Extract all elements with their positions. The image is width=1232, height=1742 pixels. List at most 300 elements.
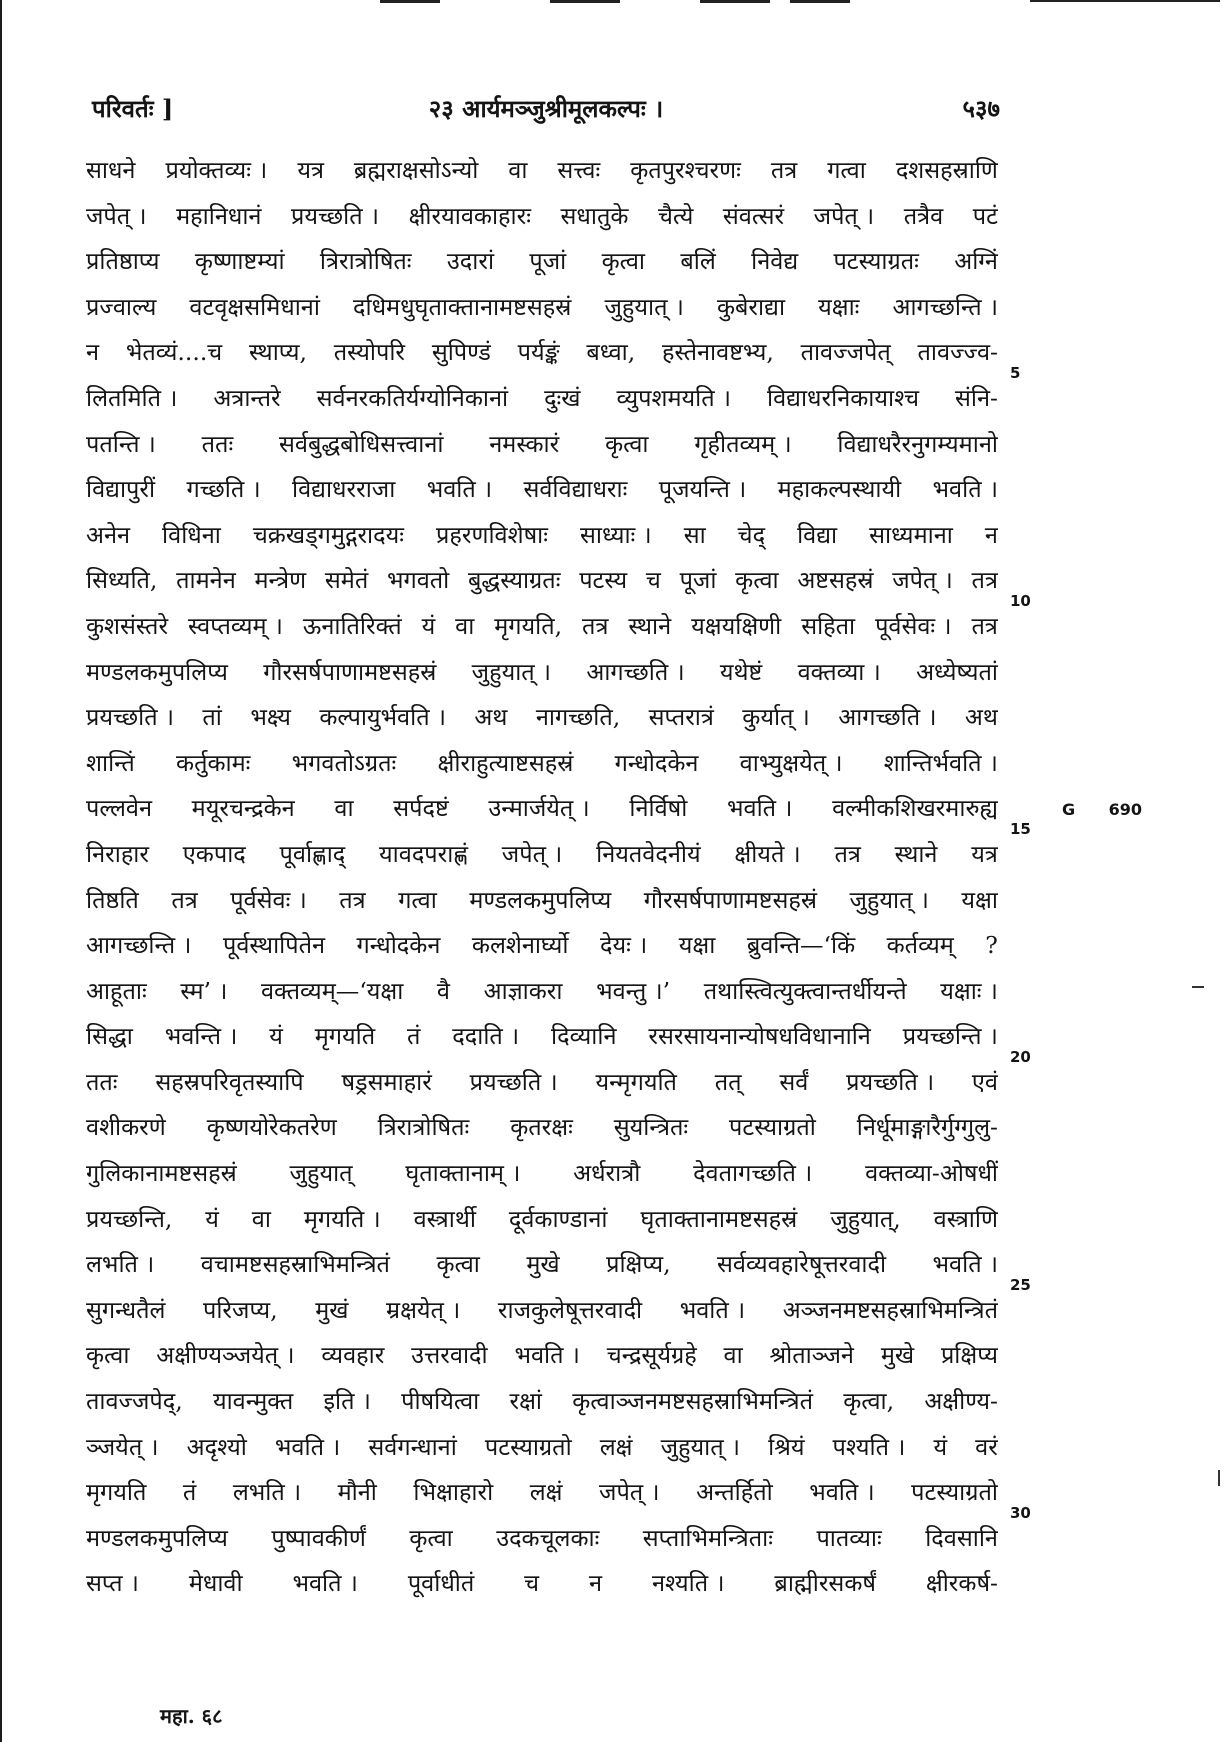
word: घृताक्तानामष्टसहस्रं (640, 1204, 798, 1233)
text-line (86, 650, 998, 696)
text-line (86, 422, 998, 468)
word: अर्धरात्रौ (573, 1159, 641, 1188)
word: जुहुयात् । (471, 657, 552, 686)
word: जपेत् । (501, 839, 563, 868)
word: वा (508, 156, 528, 184)
word: व्यवहार (321, 1341, 385, 1370)
word: लक्षं (529, 1478, 563, 1507)
word: सहस्रपरिवृतस्यापि (155, 1067, 304, 1096)
word: व्युपशमयति । (616, 383, 732, 412)
word: जुहुयात्, (830, 1204, 901, 1233)
word: प्रयच्छति । (469, 1067, 558, 1096)
word: आगच्छति । (586, 657, 685, 686)
word: गन्धोदकेन (356, 931, 441, 960)
word: श्रोताञ्जने (769, 1341, 854, 1370)
word: भेतव्यं....च (125, 338, 223, 367)
word: मौनी (337, 1478, 377, 1507)
word: पातव्याः (816, 1523, 882, 1552)
word: स्थाने (628, 611, 672, 640)
word: यक्षा (961, 885, 998, 914)
word: ददाति । (452, 1022, 520, 1051)
word: आहूताः (86, 976, 147, 1005)
word: पटस्याग्रतो (729, 1113, 816, 1142)
word: विधिना (162, 520, 221, 549)
word: प्रतिष्ठाप्य (86, 247, 160, 276)
word: भवति । (809, 1478, 875, 1507)
word: संवत्सरं (722, 201, 785, 230)
word: विद्याधरनिकायाश्च (767, 383, 920, 412)
word: अत्रान्तरे (213, 383, 281, 412)
word: पटस्याग्रतो (484, 1432, 572, 1461)
text-line (86, 148, 998, 194)
header-title: २३ आर्यमञ्जुश्रीमूलकल्पः । (428, 94, 664, 123)
word: प्रयोक्तव्यः । (165, 156, 268, 184)
word: क्षीरकर्ष- (925, 1569, 998, 1598)
word: कुबेराद्या (716, 292, 786, 321)
word: तत्र (971, 566, 998, 595)
word: ब्रह्मराक्षसोऽन्यो (353, 156, 479, 184)
word: वस्त्रार्थी (413, 1204, 476, 1233)
word: सर्वबुद्धबोधिसत्त्वानां (279, 429, 444, 458)
word: भवन्ति । (164, 1022, 238, 1051)
word: ततः (86, 1067, 118, 1096)
gilgit-label: G (1062, 800, 1076, 819)
word: प्रयच्छन्ति । (902, 1022, 998, 1051)
word: त्रिरात्रोषितः (319, 247, 412, 276)
word: सर्वविद्याधराः (523, 475, 628, 504)
word: सप्तरात्रं (648, 703, 714, 732)
word: च (645, 566, 661, 595)
word: यावदपराह्णं (379, 839, 468, 868)
word: ब्राह्मीरसकर्षं (774, 1569, 876, 1598)
word: तं (182, 1478, 197, 1507)
text-line (86, 923, 998, 969)
word: इति । (323, 1387, 371, 1416)
word: तावज्ज्व- (917, 338, 998, 367)
text-line (86, 1105, 998, 1151)
word: प्रक्षिप्य (940, 1341, 998, 1370)
word: दूर्वकाण्डानां (508, 1204, 608, 1233)
word: यक्षाः । (940, 976, 998, 1005)
word: भवति । (932, 1250, 998, 1279)
line-number-5: 5 (1010, 364, 1021, 382)
word: तत्र (971, 611, 998, 640)
word: सप्त । (86, 1569, 139, 1598)
word: तत्र (339, 885, 366, 914)
word: अन्तर्हितो (696, 1478, 773, 1507)
word: षड्रसमाहारं (341, 1067, 432, 1096)
word: उदकचूलकाः (496, 1523, 600, 1552)
word: गत्वा (398, 885, 437, 914)
word: पल्लवेन (86, 794, 152, 823)
word: आज्ञाकरा (483, 976, 563, 1005)
sanskrit-body-text (86, 148, 998, 1607)
word: सुयन्त्रितः (613, 1113, 689, 1142)
word: सर्वं (779, 1067, 809, 1096)
word: रसरसायनान्योषधविधानानि (648, 1022, 871, 1051)
text-line (86, 330, 998, 376)
word: चैत्ये (657, 201, 694, 230)
word: यक्षाः (818, 292, 860, 321)
word: भवति । (726, 794, 793, 823)
word: स्थाप्य, (249, 338, 307, 367)
word: मृगयति (314, 1022, 376, 1051)
word: पुष्पावकीर्णं (271, 1523, 366, 1552)
word: ञ्जयेत् । (86, 1432, 159, 1461)
word: त्रिरात्रोषितः (377, 1113, 470, 1142)
word: क्षीरयावकाहारः (408, 201, 531, 230)
word: उन्मार्जयेत् । (488, 794, 590, 823)
word: मण्डलकमुपलिप्य (469, 885, 612, 914)
word: वक्तव्यम्—‘यक्षा (260, 976, 404, 1005)
word: च (524, 1569, 540, 1598)
word: कृत्वा (735, 566, 779, 595)
word: पटस्य (579, 566, 628, 595)
word: जुहुयात् (289, 1159, 353, 1188)
word: भगवतोऽग्रतः (291, 748, 397, 777)
word: प्रहरणविशेषाः (436, 520, 549, 549)
word: अक्षीण्य- (924, 1387, 998, 1416)
word: दिव्यानि (551, 1022, 617, 1051)
word: शान्तिं (86, 748, 135, 777)
word: यन्मृगयति (595, 1067, 677, 1096)
word: भवति । (274, 1432, 341, 1461)
word: निवेद्य (751, 247, 799, 276)
line-number-10: 10 (1010, 592, 1031, 610)
word: तत्र (171, 885, 198, 914)
word: सुगन्धतैलं (86, 1295, 166, 1324)
word: सर्वनरकतिर्यग्योनिकानां (316, 383, 509, 412)
word: महानिधानं (176, 201, 262, 230)
word: उदारां (446, 247, 495, 276)
word: जपेत् । (892, 566, 953, 595)
word: कलशेनार्घ्यो (471, 931, 569, 960)
word: विद्या (797, 520, 838, 549)
word: वशीकरणे (86, 1113, 166, 1142)
word: यं (421, 611, 436, 640)
word: रक्षां (509, 1387, 543, 1416)
word: मुखं (315, 1295, 349, 1324)
word: प्रक्षिप्य, (606, 1250, 671, 1279)
line-number-20: 20 (1010, 1048, 1031, 1066)
word: समेतं (324, 566, 369, 595)
word: नागच्छति, (535, 703, 621, 732)
word: जपेत् । (599, 1478, 660, 1507)
word: पीषयित्वा (401, 1387, 480, 1416)
word: यथेष्टं (719, 657, 763, 686)
word: चक्रखड्गमुद्गरादयः (252, 520, 405, 549)
line-number-25: 25 (1010, 1276, 1031, 1294)
word: तावज्जपेद्, (86, 1387, 183, 1416)
text-line (86, 1151, 998, 1197)
word: दशसहस्राणि (895, 156, 998, 184)
word: बध्वा, (586, 338, 636, 367)
word: तावज्जपेत् (800, 338, 891, 367)
word: कर्तव्यम् (886, 931, 954, 960)
text-line (86, 969, 998, 1015)
word: नमस्कारं (489, 429, 560, 458)
word: पूर्वाधीतं (407, 1569, 475, 1598)
word: वा (251, 1204, 271, 1233)
word: तत्र (834, 839, 861, 868)
word: म्रक्षयेत् । (386, 1295, 461, 1324)
word: सत्त्वः (557, 156, 601, 184)
word: जपेत् । (813, 201, 875, 230)
word: चन्द्रसूर्यग्रहे (606, 1341, 697, 1370)
word: गुलिकानामष्टसहस्रं (86, 1159, 237, 1188)
word: अक्षीण्यञ्जयेत् । (156, 1341, 295, 1370)
word: नियतवेदनीयं (596, 839, 701, 868)
text-line (86, 1561, 998, 1607)
word: मृगयति, (494, 611, 563, 640)
word: मण्डलकमुपलिप्य (86, 1523, 228, 1552)
word: पूर्वसेवः । (875, 611, 952, 640)
word: तत् (714, 1067, 742, 1096)
word: घृताक्तानाम् । (405, 1159, 521, 1188)
text-line (86, 1197, 998, 1243)
word: वचामष्टसहस्राभिमन्त्रितं (200, 1250, 390, 1279)
word: प्रज्वाल्य (86, 292, 157, 321)
word: साध्याः । (580, 520, 652, 549)
word: दुःखं (544, 383, 581, 412)
word: सर्वव्यवहारेषूत्तरवादी (717, 1250, 887, 1279)
word: लक्षं (599, 1432, 633, 1461)
word: अथ (474, 703, 508, 732)
text-line (86, 1014, 998, 1060)
gilgit-page: 690 (1108, 800, 1142, 819)
word: निर्धूमाङ्गारैर्गुग्गुलु- (856, 1113, 998, 1142)
word: प्रयच्छन्ति, (86, 1204, 173, 1233)
word: कृत्वा (86, 1341, 130, 1370)
word: बुद्धस्याग्रतः (468, 566, 561, 595)
word: अध्येष्यतां (916, 657, 998, 686)
text-line (86, 1242, 998, 1288)
word: वरं (975, 1432, 998, 1461)
text-line (86, 285, 998, 331)
text-line (86, 1288, 998, 1334)
word: जपेत् । (86, 201, 147, 230)
word: एवं (971, 1067, 998, 1096)
word: न (984, 520, 998, 549)
word: पूजां (679, 566, 717, 595)
word: कल्पायुर्भवति । (319, 703, 446, 732)
word: पूर्वसेवः । (230, 885, 307, 914)
word: मुखे (526, 1250, 560, 1279)
word: विद्याधरराजा (292, 475, 396, 504)
word: पर्यङ्कं (517, 338, 560, 367)
line-number-15: 15 (1010, 820, 1031, 838)
word: कृत्वा (601, 247, 646, 276)
word: कृतपुरश्चरणः (630, 156, 741, 184)
word: प्रयच्छति । (291, 201, 380, 230)
word: क्षीराहुत्याष्टसहस्रं (437, 748, 574, 777)
signature-mark: महा. ६८ (160, 1704, 223, 1728)
word: भवति । (292, 1569, 358, 1598)
top-edge-marks (340, 0, 1220, 8)
word: पूर्वस्थापितेन (222, 931, 326, 960)
word: सधातुके (560, 201, 629, 230)
word: चेद् (737, 520, 766, 549)
text-line (86, 1060, 998, 1106)
word: कर्तुकामः (176, 748, 251, 777)
word: स्वप्तव्यम् । (188, 611, 283, 640)
word: लितमिति । (86, 383, 178, 412)
word: पतन्ति । (86, 429, 156, 458)
text-line (86, 239, 998, 285)
word: कृष्णाष्टम्यां (194, 247, 285, 276)
word: साधने (86, 156, 136, 184)
word: अदृश्यो (186, 1432, 247, 1461)
word: एकपाद (182, 839, 246, 868)
text-line (86, 1470, 998, 1516)
word: तं (407, 1022, 421, 1051)
word: जुहुयात् । (604, 292, 684, 321)
word: तत्रैव (903, 201, 944, 230)
word: गन्धोदकेन (614, 748, 699, 777)
word: लभति । (86, 1250, 155, 1279)
text-line (86, 832, 998, 878)
word: पश्यति । (832, 1432, 906, 1461)
word: तथास्त्वित्युक्त्वान्तर्धीयन्ते (703, 976, 907, 1005)
word: वै (436, 976, 450, 1005)
text-line (86, 695, 998, 741)
word: अनेन (86, 520, 131, 549)
word: ? (985, 931, 998, 960)
word: सिद्धा (86, 1022, 133, 1051)
word: सिध्यति, (86, 566, 158, 595)
margin-dash (1192, 986, 1204, 988)
text-line (86, 1516, 998, 1562)
word: मुखे (880, 1341, 915, 1370)
word: वाभ्युक्षयेत् । (739, 748, 843, 777)
word: कृत्वा (409, 1523, 453, 1552)
word: वक्तव्या-ओषधीं (865, 1159, 998, 1188)
word: कृत्वा, (843, 1387, 895, 1416)
text-line (86, 376, 998, 422)
word: तस्योपरि (333, 338, 406, 367)
word: वक्तव्या । (797, 657, 881, 686)
word: यावन्मुक्त (212, 1387, 294, 1416)
word: मयूरचन्द्रकेन (191, 794, 295, 823)
word: न (589, 1569, 603, 1598)
word: विद्याधरैरनुगम्यमानो (837, 429, 998, 458)
word: तामनेन (176, 566, 236, 595)
word: नश्यति । (651, 1569, 725, 1598)
running-header (92, 92, 1000, 132)
word: सा (683, 520, 706, 549)
word: भिक्षाहारो (413, 1478, 494, 1507)
word: तत्र (770, 156, 798, 184)
word: आगच्छन्ति । (86, 931, 192, 960)
word: दिवसानि (925, 1523, 998, 1552)
word: राजकुलेषूत्तरवादी (497, 1295, 643, 1324)
word: भवति । (514, 1341, 580, 1370)
word: यं (269, 1022, 283, 1051)
word: सुपिण्डं (431, 338, 491, 367)
word: उत्तरवादी (411, 1341, 488, 1370)
word: पटस्याग्रतो (911, 1478, 998, 1507)
word: श्रियं (768, 1432, 805, 1461)
word: वल्मीकशिखरमारुह्य (832, 794, 998, 823)
word: कृष्णयोरेकतरेण (206, 1113, 337, 1142)
word: यं (205, 1204, 219, 1233)
text-line (86, 786, 998, 832)
word: यं (933, 1432, 948, 1461)
word: मण्डलकमुपलिप्य (86, 657, 228, 686)
text-line (86, 558, 998, 604)
word: वटवृक्षसमिधानां (189, 292, 320, 321)
word: आगच्छति । (838, 703, 937, 732)
word: मृगयति (86, 1478, 147, 1507)
word: यक्षयक्षिणी (691, 611, 782, 640)
word: सर्पदष्टं (393, 794, 449, 823)
word: ब्रुवन्ति—‘किं (746, 931, 856, 960)
word: कुशसंस्तरे (86, 611, 169, 640)
word: प्रयच्छति । (846, 1067, 935, 1096)
word: प्रयच्छति । (86, 703, 174, 732)
word: देवतागच्छति । (693, 1159, 813, 1188)
text-line (86, 741, 998, 787)
gilgit-reference (1062, 800, 1142, 819)
text-line (86, 878, 998, 924)
word: पटं (972, 201, 998, 230)
word: देयः । (600, 931, 648, 960)
word: विद्यापुरीं (86, 475, 156, 504)
word: वा (455, 611, 475, 640)
text-line (86, 1425, 998, 1471)
word: गच्छति । (186, 475, 261, 504)
word: गृहीतव्यम् । (694, 429, 792, 458)
word: पूजां (529, 247, 567, 276)
word: सर्वगन्धानां (368, 1432, 457, 1461)
word: यत्र (971, 839, 998, 868)
word: अञ्जनमष्टसहस्राभिमन्त्रितं (782, 1295, 998, 1324)
word: क्षीयते । (734, 839, 801, 868)
word: भगवतो (386, 566, 450, 595)
word: मृगयति । (303, 1204, 381, 1233)
margin-tick (1218, 1470, 1220, 1486)
word: वा (723, 1341, 743, 1370)
word: निर्विषो (629, 794, 688, 823)
word: भक्ष्य (250, 703, 291, 732)
text-line (86, 1333, 998, 1379)
word: परिजप्य, (202, 1295, 278, 1324)
word: मेधावी (188, 1569, 243, 1598)
word: कृत्वा (605, 429, 649, 458)
word: अग्निं (954, 247, 998, 276)
line-number-30: 30 (1010, 1504, 1031, 1522)
word: अष्टसहस्रं (797, 566, 874, 595)
word: स्थाने (894, 839, 938, 868)
word: पटस्याग्रतः (833, 247, 919, 276)
word: मन्त्रेण (254, 566, 307, 595)
word: तत्र (582, 611, 609, 640)
word: गौरसर्षपाणामष्टसहस्रं (263, 657, 437, 686)
word: तिष्ठति (86, 885, 139, 914)
word: वस्त्राणि (933, 1204, 998, 1233)
word: महाकल्पस्थायी (777, 475, 902, 504)
word: भवति । (932, 475, 998, 504)
text-line (86, 1379, 998, 1425)
word: गौरसर्षपाणामष्टसहस्रं (643, 885, 817, 914)
word: तां (202, 703, 222, 732)
word: सहिता (801, 611, 856, 640)
word: पूर्वाह्णाद् (279, 839, 346, 868)
word: अथ (964, 703, 998, 732)
text-line (86, 194, 998, 240)
text-line (86, 513, 998, 559)
word: भवति । (426, 475, 493, 504)
